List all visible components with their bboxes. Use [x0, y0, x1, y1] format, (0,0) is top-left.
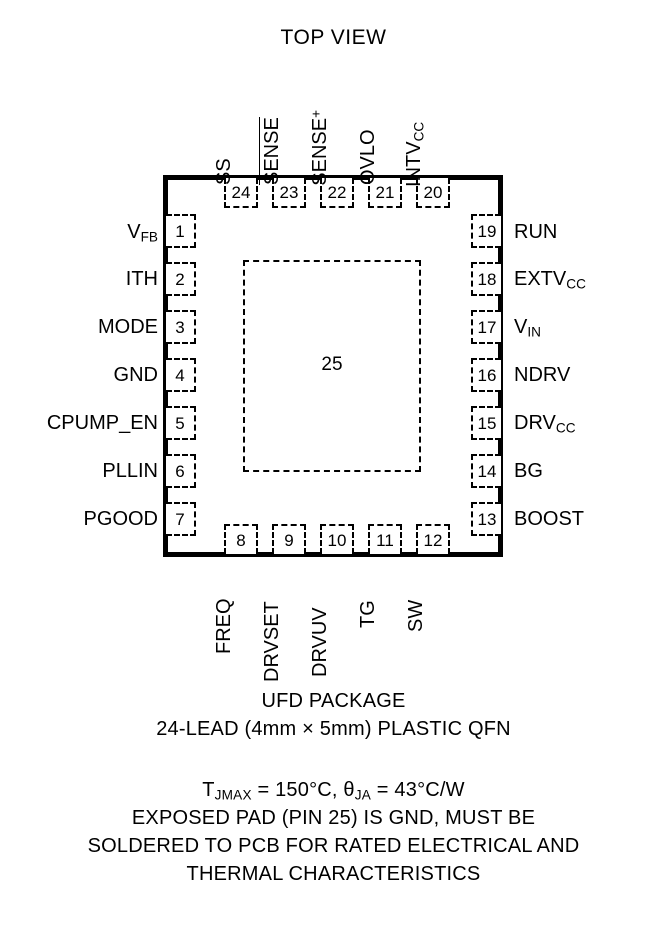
pin-label-pllin: PLLIN: [102, 460, 158, 482]
pin-pad-13[interactable]: [471, 502, 501, 536]
pin-number-17: 17: [477, 317, 497, 337]
pin-number-2: 2: [175, 269, 185, 289]
pin-label-vin: $V_{IN}$: [514, 316, 541, 340]
pin-number-19: 19: [477, 221, 497, 241]
pin-label-mode: MODE: [98, 316, 158, 338]
pin-number-1: 1: [175, 221, 185, 241]
pin-label-intvcc: $INTV_{CC}$: [403, 121, 427, 187]
pin-label-vfb: $V_{FB}$: [127, 221, 158, 245]
pin-label-drvuv: DRVUV: [309, 607, 331, 677]
pin-number-22: 22: [327, 182, 347, 202]
pin-number-23: 23: [279, 182, 299, 202]
pin-label-tg: TG: [357, 600, 379, 628]
pin-pad-11[interactable]: [368, 524, 402, 554]
pin-pad-17[interactable]: [471, 310, 501, 344]
pin-label-ovlo: OVLO: [357, 129, 379, 185]
pin-label-bg: BG: [514, 460, 543, 482]
pin-number-16: 16: [477, 365, 497, 385]
pin-label-ith: ITH: [125, 268, 158, 290]
pin-label-sense-neg: SENSE: [261, 117, 283, 185]
pin-label-boost: BOOST: [514, 508, 585, 530]
pin-pad-10[interactable]: [320, 524, 354, 554]
pin-number-5: 5: [175, 413, 185, 433]
pin-number-8: 8: [236, 530, 246, 550]
package-caption-line2: 24-LEAD (4mm × 5mm) PLASTIC QFN: [156, 718, 511, 740]
pin-pad-14[interactable]: [471, 454, 501, 488]
page-title: TOP VIEW: [280, 26, 387, 49]
pin-number-4: 4: [175, 365, 185, 385]
pin-number-14: 14: [477, 461, 497, 481]
pin-number-18: 18: [477, 269, 497, 289]
pin-pad-7[interactable]: [166, 502, 196, 536]
pin-pad-6[interactable]: [166, 454, 196, 488]
thermal-note-line3: SOLDERED TO PCB FOR RATED ELECTRICAL AND: [87, 835, 580, 857]
pin-number-6: 6: [175, 461, 185, 481]
pin-label-pgood: PGOOD: [83, 508, 158, 530]
pin-pad-19[interactable]: [471, 214, 501, 248]
pin-number-24: 24: [231, 182, 251, 202]
pin-label-extvcc: $EXTV_{CC}$: [514, 268, 586, 292]
pin-pad-9[interactable]: [272, 524, 306, 554]
pin-label-sense-pos: SENSE+: [308, 109, 331, 186]
pin-pad-16[interactable]: [471, 358, 501, 392]
thermal-spec-line: $T_{JMAX} = 150^\circ C$, $\theta_{JA} = 43^\circ C/W$: [202, 779, 465, 803]
pin-label-gnd: GND: [113, 364, 158, 386]
pin-number-3: 3: [175, 317, 185, 337]
pin-pad-15[interactable]: [471, 406, 501, 440]
pin-number-9: 9: [284, 530, 294, 550]
package-caption-line1: UFD PACKAGE: [261, 690, 406, 712]
pin-pad-4[interactable]: [166, 358, 196, 392]
exposed-pad-label: 25: [321, 354, 343, 375]
pin-number-12: 12: [423, 530, 443, 550]
pin-label-freq: FREQ: [213, 598, 235, 654]
pin-label-ss: SS: [213, 158, 235, 185]
pin-number-15: 15: [477, 413, 497, 433]
pin-pad-8[interactable]: [224, 524, 258, 554]
pin-label-run: RUN: [514, 221, 558, 243]
pin-label-drvset: DRVSET: [261, 601, 283, 682]
pin-number-20: 20: [423, 182, 443, 202]
pin-number-13: 13: [477, 509, 497, 529]
pin-pad-3[interactable]: [166, 310, 196, 344]
pin-pad-18[interactable]: [471, 262, 501, 296]
thermal-note-line2: EXPOSED PAD (PIN 25) IS GND, MUST BE: [131, 807, 536, 829]
pin-label-cpump-en: CPUMP_EN: [46, 412, 158, 434]
pin-label-ndrv: NDRV: [514, 364, 571, 386]
pin-number-7: 7: [175, 509, 185, 529]
pin-pad-12[interactable]: [416, 524, 450, 554]
pin-pad-2[interactable]: [166, 262, 196, 296]
pin-number-21: 21: [375, 182, 395, 202]
pin-label-drvcc: $DRV_{CC}$: [514, 412, 576, 436]
pin-pad-1[interactable]: [166, 214, 196, 248]
thermal-note-line4: THERMAL CHARACTERISTICS: [186, 863, 481, 885]
pin-label-sw: SW: [405, 599, 427, 632]
pin-number-11: 11: [376, 530, 394, 550]
pin-pad-5[interactable]: [166, 406, 196, 440]
pin-number-10: 10: [327, 530, 347, 550]
